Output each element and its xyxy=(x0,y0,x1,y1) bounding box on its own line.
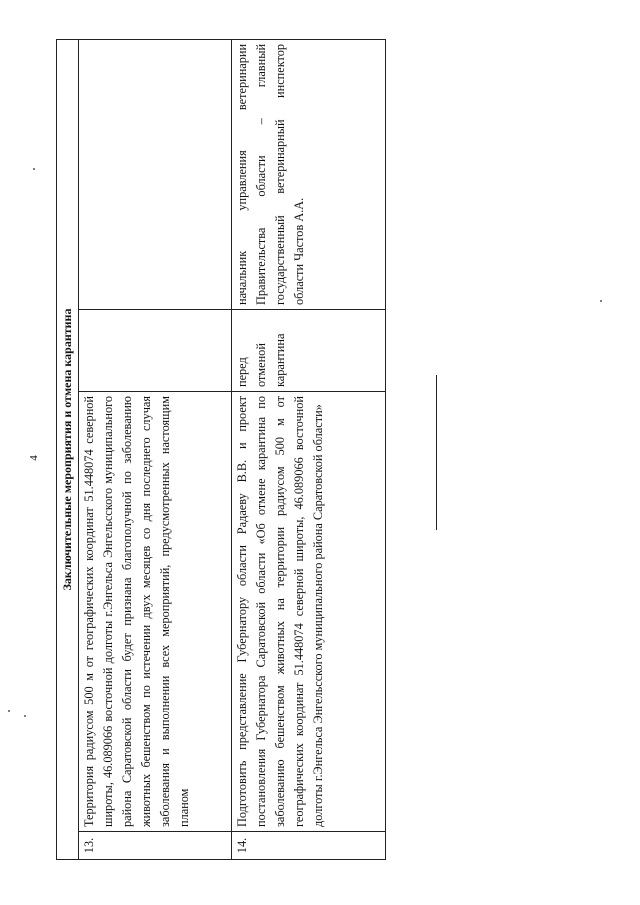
quarantine-plan-table xyxy=(56,40,386,860)
table-row xyxy=(79,39,231,859)
row-number: 14. xyxy=(231,832,385,860)
row-responsible xyxy=(79,39,231,309)
signature-line xyxy=(436,375,437,530)
row-activity: Подготовить представление Губернатору области Радаеву В.В. и проект постановления Губернатора Саратовской области «Об отмене карантина по заболеванию бешенством животных на территории радиусом 500 м от географических координат 51.448074 северной широты, 46.089066 восточной долготы г.Энгельса Энгельсского муниципального района Саратовской области» xyxy=(231,392,385,832)
table-row xyxy=(231,39,385,859)
row-activity: Территория радиусом 500 м от географических координат 51.448074 северной широты, 46.089066 восточной долготы г.Энгельса Энгельсского муниципального района Саратовской области будет признана благополучной по заболеванию животных бешенством по истечении двух месяцев со дня последнего случая заболевания и выполнении всех мероприятий, предусмотренных настоящим планом xyxy=(79,392,231,832)
row-number: 13. xyxy=(79,832,231,860)
row-responsible: начальник управления ветеринарии Правительства области – главный государственный ветеринарный инспектор области Частов А.А. xyxy=(231,39,385,309)
section-header: Заключительные мероприятия и отмена карантина xyxy=(57,39,79,859)
scan-speck xyxy=(33,168,35,170)
scan-speck xyxy=(24,715,26,717)
scan-speck xyxy=(600,300,602,302)
page-number: 4 xyxy=(27,455,40,461)
row-deadline: перед отменой карантина xyxy=(231,310,385,392)
row-deadline xyxy=(79,310,231,392)
scan-speck xyxy=(8,710,10,712)
